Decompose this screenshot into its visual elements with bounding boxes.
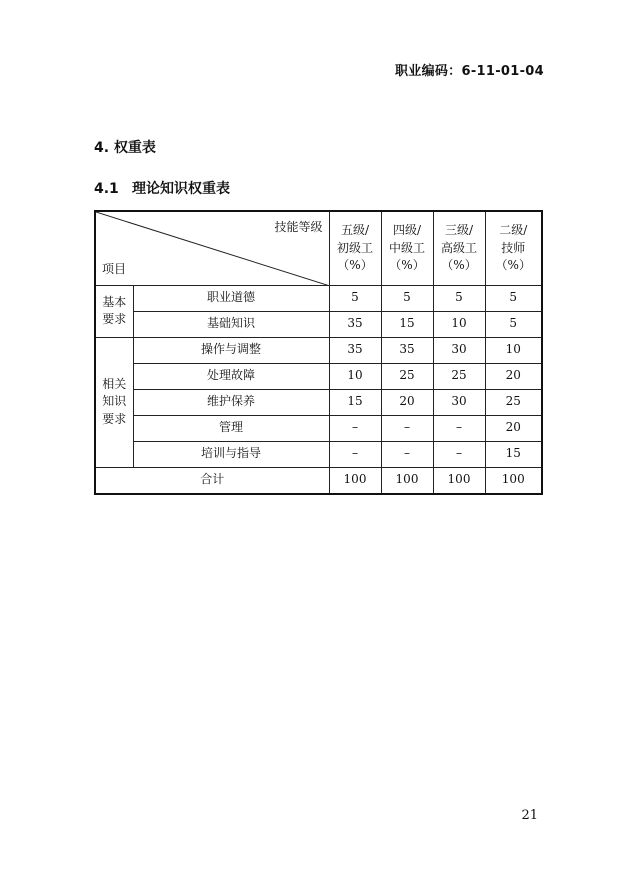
item-label: 项目 xyxy=(102,262,127,277)
group-label: 相关 知识 要求 xyxy=(95,337,133,467)
value-cell: – xyxy=(329,441,381,467)
section-number: 4. xyxy=(94,140,110,156)
value-cell: 25 xyxy=(381,363,433,389)
value-cell: – xyxy=(433,415,485,441)
page-number: 21 xyxy=(521,808,538,823)
value-cell: 100 xyxy=(329,467,381,494)
value-cell: 5 xyxy=(433,285,485,311)
table-row xyxy=(95,285,542,311)
value-cell: 35 xyxy=(381,337,433,363)
table-row xyxy=(95,415,542,441)
weight-table xyxy=(94,210,543,495)
value-cell: 100 xyxy=(433,467,485,494)
value-cell: – xyxy=(381,441,433,467)
value-cell: 10 xyxy=(329,363,381,389)
subsection-number: 4.1 xyxy=(94,181,119,197)
value-cell: 10 xyxy=(433,311,485,337)
value-cell: 15 xyxy=(329,389,381,415)
value-cell: 20 xyxy=(485,415,542,441)
level-header: 四级/ 中级工 （%） xyxy=(381,211,433,285)
item-cell: 处理故障 xyxy=(133,363,329,389)
level-header: 三级/ 高级工 （%） xyxy=(433,211,485,285)
value-cell: 100 xyxy=(485,467,542,494)
total-row xyxy=(95,467,542,494)
section-title: 权重表 xyxy=(113,140,156,156)
corner-header-cell xyxy=(95,211,329,285)
value-cell: – xyxy=(381,415,433,441)
table-row xyxy=(95,441,542,467)
value-cell: – xyxy=(433,441,485,467)
value-cell: 5 xyxy=(381,285,433,311)
item-cell: 操作与调整 xyxy=(133,337,329,363)
subsection-title: 理论知识权重表 xyxy=(132,181,230,197)
value-cell: 30 xyxy=(433,389,485,415)
value-cell: 10 xyxy=(485,337,542,363)
table-row xyxy=(95,337,542,363)
value-cell: 15 xyxy=(485,441,542,467)
value-cell: 25 xyxy=(433,363,485,389)
group-label: 基本 要求 xyxy=(95,285,133,337)
item-cell: 基础知识 xyxy=(133,311,329,337)
value-cell: 35 xyxy=(329,311,381,337)
value-cell: 25 xyxy=(485,389,542,415)
table-row xyxy=(95,311,542,337)
item-cell: 培训与指导 xyxy=(133,441,329,467)
value-cell: – xyxy=(329,415,381,441)
total-label: 合计 xyxy=(95,467,329,494)
subsection-heading xyxy=(94,178,230,198)
item-cell: 管理 xyxy=(133,415,329,441)
table-row xyxy=(95,389,542,415)
value-cell: 5 xyxy=(485,285,542,311)
item-cell: 维护保养 xyxy=(133,389,329,415)
value-cell: 20 xyxy=(381,389,433,415)
table-row xyxy=(95,363,542,389)
value-cell: 5 xyxy=(329,285,381,311)
level-header: 五级/ 初级工 （%） xyxy=(329,211,381,285)
table-header-row xyxy=(95,211,542,285)
occupation-code: 职业编码：6-11-01-04 xyxy=(394,64,544,79)
value-cell: 30 xyxy=(433,337,485,363)
level-header: 二级/ 技师 （%） xyxy=(485,211,542,285)
value-cell: 15 xyxy=(381,311,433,337)
value-cell: 20 xyxy=(485,363,542,389)
value-cell: 5 xyxy=(485,311,542,337)
value-cell: 35 xyxy=(329,337,381,363)
value-cell: 100 xyxy=(381,467,433,494)
item-cell: 职业道德 xyxy=(133,285,329,311)
skill-level-label: 技能等级 xyxy=(274,220,323,234)
section-heading xyxy=(94,137,156,157)
